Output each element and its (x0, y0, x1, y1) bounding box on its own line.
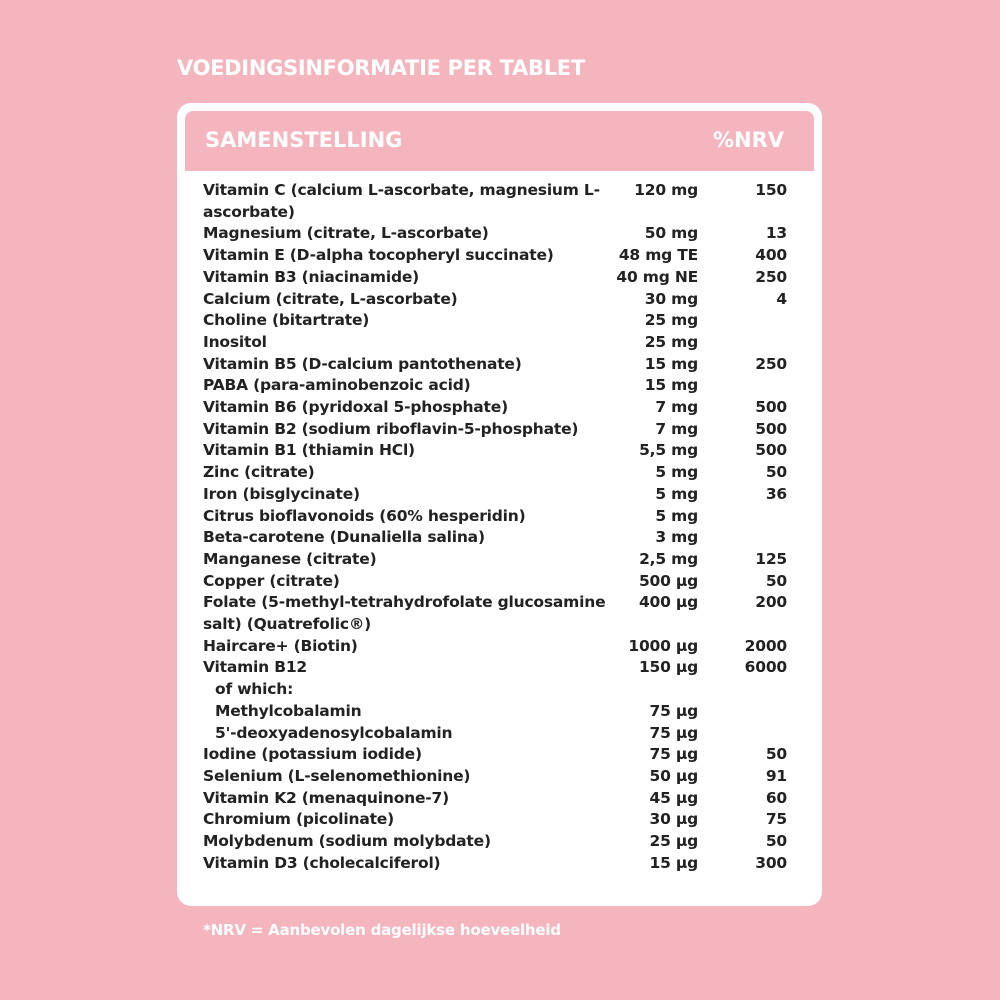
nutrient-amount: 25 mg (644, 332, 698, 351)
nutrient-name: Vitamin K2 (menaquinone-7) (203, 788, 450, 807)
nutrient-name: of which: (215, 680, 294, 699)
table-row (203, 701, 787, 723)
nutrient-name: Iron (bisglycinate) (203, 484, 360, 503)
table-row (203, 788, 787, 810)
nutrient-nrv: 200 (755, 593, 787, 612)
nutrient-name: PABA (para-aminobenzoic acid) (203, 376, 471, 395)
table-row (203, 766, 787, 788)
nutrient-name: Copper (citrate) (203, 571, 340, 590)
nutrient-nrv: 50 (765, 571, 787, 590)
nutrient-nrv: 50 (765, 832, 787, 851)
nutrient-amount: 25 µg (649, 832, 698, 851)
page-title: VOEDINGSINFORMATIE PER TABLET (177, 56, 585, 80)
table-row (203, 853, 787, 875)
nutrient-amount: 3 mg (655, 528, 698, 547)
nutrient-name: Vitamin B5 (D-calcium pantothenate) (203, 354, 522, 373)
nutrient-name: Folate (5-methyl-tetrahydrofolate glucosamine salt) (Quatrefolic®) (203, 593, 606, 634)
table-body (203, 180, 787, 875)
nutrient-nrv: 4 (776, 289, 787, 308)
nutrient-name: Vitamin C (calcium L-ascorbate, magnesium L-ascorbate) (203, 181, 600, 221)
nutrient-amount: 150 µg (638, 658, 698, 677)
table-row (203, 332, 787, 354)
table-row (203, 354, 787, 376)
nutrient-name: Vitamin B2 (sodium riboflavin-5-phosphate) (203, 419, 579, 438)
nutrient-amount: 15 µg (649, 853, 698, 872)
table-row (203, 549, 787, 571)
table-row (203, 657, 787, 679)
nutrient-name: Molybdenum (sodium molybdate) (203, 832, 491, 851)
table-header (185, 111, 814, 171)
nutrient-amount: 50 µg (649, 766, 698, 785)
nutrient-amount: 5 mg (655, 463, 698, 482)
nutrient-nrv: 50 (765, 463, 787, 482)
nutrient-amount: 7 mg (655, 419, 698, 438)
nutrient-name: 5'-deoxyadenosylcobalamin (215, 723, 453, 742)
nutrient-nrv: 500 (755, 441, 787, 460)
nutrient-amount: 500 µg (638, 571, 698, 590)
nutrient-nrv: 2000 (744, 636, 787, 655)
nutrient-name: Vitamin B3 (niacinamide) (203, 267, 420, 286)
nutrient-amount: 75 µg (649, 745, 698, 764)
nutrient-amount: 50 mg (644, 224, 698, 243)
table-row (203, 397, 787, 419)
nutrient-amount: 5 mg (655, 506, 698, 525)
table-row (203, 636, 787, 658)
nutrient-nrv: 125 (755, 549, 787, 568)
table-row (203, 289, 787, 311)
nutrient-amount: 15 mg (644, 354, 698, 373)
nutrient-name: Choline (bitartrate) (203, 311, 370, 330)
nutrient-name: Zinc (citrate) (203, 463, 315, 482)
nutrient-nrv: 6000 (744, 658, 787, 677)
table-row (203, 527, 787, 549)
table-row (203, 571, 787, 593)
nutrient-name: Iodine (potassium iodide) (203, 745, 422, 764)
table-row (203, 180, 787, 223)
nutrient-amount: 7 mg (655, 398, 698, 417)
nutrient-amount: 2,5 mg (639, 549, 698, 568)
nutrient-amount: 120 mg (634, 181, 698, 199)
nutrient-nrv: 250 (755, 354, 787, 373)
table-row (203, 310, 787, 332)
table-row (203, 679, 787, 701)
nutrient-amount: 1000 µg (628, 636, 698, 655)
table-row (203, 419, 787, 441)
table-row (203, 809, 787, 831)
nutrient-name: Manganese (citrate) (203, 549, 377, 568)
nutrient-name: Haircare+ (Biotin) (203, 636, 358, 655)
nutrient-nrv: 91 (765, 766, 787, 785)
nutrient-nrv: 150 (755, 181, 787, 199)
header-composition: SAMENSTELLING (205, 128, 403, 152)
nutrient-name: Selenium (L-selenomethionine) (203, 766, 471, 785)
nutrition-table-card (177, 103, 822, 906)
nutrient-amount: 5 mg (655, 484, 698, 503)
nutrient-nrv: 300 (755, 853, 787, 872)
nutrient-nrv: 13 (765, 224, 787, 243)
nutrient-name: Vitamin B12 (203, 658, 307, 677)
nutrient-name: Beta-carotene (Dunaliella salina) (203, 528, 485, 547)
nutrient-nrv: 500 (755, 419, 787, 438)
nutrient-nrv: 400 (755, 246, 787, 265)
nutrient-name: Inositol (203, 332, 267, 351)
nutrient-nrv: 500 (755, 398, 787, 417)
nutrient-name: Vitamin B1 (thiamin HCl) (203, 441, 415, 460)
footnote: *NRV = Aanbevolen dagelijkse hoeveelheid (203, 921, 561, 939)
nutrient-amount: 400 µg (638, 593, 698, 612)
nutrient-amount: 75 µg (649, 701, 698, 720)
table-row (203, 484, 787, 506)
table-row (203, 223, 787, 245)
nutrient-amount: 15 mg (644, 376, 698, 395)
nutrient-amount: 30 µg (649, 810, 698, 829)
table-row (203, 375, 787, 397)
nutrient-name: Magnesium (citrate, L-ascorbate) (203, 224, 489, 243)
nutrient-name: Vitamin D3 (cholecalciferol) (203, 853, 441, 872)
table-row (203, 440, 787, 462)
table-row (203, 245, 787, 267)
nutrient-name: Calcium (citrate, L-ascorbate) (203, 289, 458, 308)
nutrient-amount: 25 mg (644, 311, 698, 330)
table-row (203, 744, 787, 766)
table-row (203, 267, 787, 289)
nutrient-name: Vitamin B6 (pyridoxal 5-phosphate) (203, 398, 508, 417)
nutrient-amount: 75 µg (649, 723, 698, 742)
nutrient-nrv: 250 (755, 267, 787, 286)
table-row (203, 723, 787, 745)
nutrient-nrv: 75 (765, 810, 787, 829)
nutrient-name: Methylcobalamin (215, 701, 362, 720)
nutrient-amount: 5,5 mg (639, 441, 698, 460)
nutrient-nrv: 36 (765, 484, 787, 503)
nutrient-name: Citrus bioflavonoids (60% hesperidin) (203, 506, 526, 525)
nutrient-name: Chromium (picolinate) (203, 810, 395, 829)
nutrient-name: Vitamin E (D-alpha tocopheryl succinate) (203, 246, 554, 265)
table-row (203, 592, 787, 635)
table-row (203, 831, 787, 853)
table-row (203, 506, 787, 528)
nutrient-nrv: 50 (765, 745, 787, 764)
nutrient-amount: 30 mg (644, 289, 698, 308)
nutrient-nrv: 60 (765, 788, 787, 807)
header-nrv: %NRV (712, 128, 784, 152)
table-row (203, 462, 787, 484)
nutrient-amount: 45 µg (649, 788, 698, 807)
nutrient-amount: 48 mg TE (618, 246, 698, 265)
nutrient-amount: 40 mg NE (616, 267, 698, 286)
